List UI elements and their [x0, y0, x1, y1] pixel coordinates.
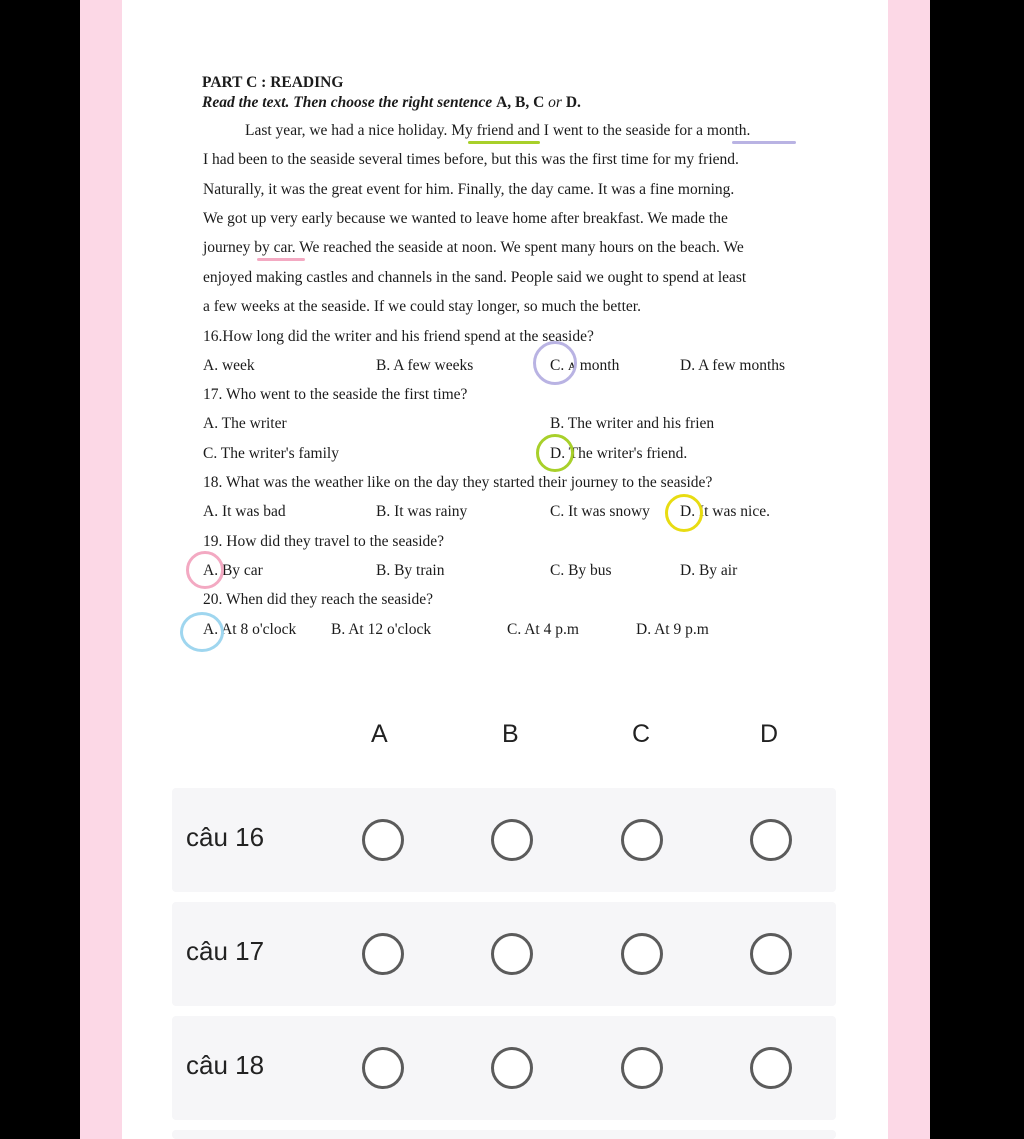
radio-17-c[interactable]	[621, 933, 663, 975]
passage-line-3: Naturally, it was the great event for him. Finally, the day came. It was a fine morning.	[203, 181, 735, 198]
column-header-b: B	[502, 720, 519, 748]
answer-row-17	[172, 902, 836, 1006]
radio-16-c[interactable]	[621, 819, 663, 861]
column-header-a: A	[371, 720, 388, 748]
passage-line-2: I had been to the seaside several times before, but this was the first time for my friend.	[203, 151, 739, 168]
option-16-b: B. A few weeks	[376, 357, 474, 374]
radio-16-d[interactable]	[750, 819, 792, 861]
option-18-d: D. It was nice.	[680, 503, 770, 520]
row-label: câu 16	[186, 822, 265, 852]
left-pink-margin	[80, 0, 122, 1139]
radio-17-d[interactable]	[750, 933, 792, 975]
passage-line-5	[203, 238, 744, 258]
radio-18-a[interactable]	[362, 1047, 404, 1089]
passage-highlight-a-month: a month.	[696, 122, 751, 139]
passage-text: . We reached the seaside at noon. We spent many hours on the beach. We	[291, 239, 744, 256]
underline-green	[468, 141, 540, 144]
right-pink-margin	[888, 0, 930, 1139]
option-16-c: C. ᴀ month	[550, 357, 620, 374]
left-black-bar	[0, 0, 80, 1139]
radio-18-c[interactable]	[621, 1047, 663, 1089]
question-17: 17. Who went to the seaside the first time?	[203, 386, 468, 403]
right-black-bar	[930, 0, 1024, 1139]
instruction-last: D.	[565, 94, 581, 111]
answer-circle-purple	[533, 341, 577, 385]
answer-circle-pink	[186, 551, 224, 589]
radio-18-b[interactable]	[491, 1047, 533, 1089]
question-19: 19. How did they travel to the seaside?	[203, 533, 445, 550]
answer-row-16	[172, 788, 836, 892]
passage-line-4: We got up very early because we wanted to leave home after breakfast. We made the	[203, 210, 728, 227]
answer-circle-blue	[180, 612, 224, 652]
passage-line-1	[245, 121, 750, 141]
option-19-c: C. By bus	[550, 562, 612, 579]
radio-16-a[interactable]	[362, 819, 404, 861]
passage-highlight-my-friend: My friend	[451, 122, 514, 139]
question-20: 20. When did they reach the seaside?	[203, 591, 433, 608]
column-header-c: C	[632, 720, 651, 748]
radio-18-d[interactable]	[750, 1047, 792, 1089]
underline-pink	[257, 258, 305, 261]
instruction	[202, 93, 581, 113]
radio-17-a[interactable]	[362, 933, 404, 975]
radio-17-b[interactable]	[491, 933, 533, 975]
option-20-b: B. At 12 o'clock	[331, 621, 432, 638]
passage-text: and I went to the seaside for	[513, 122, 697, 139]
instruction-lead: Read the text. Then choose the right sentence	[202, 94, 497, 111]
option-17-d: D. The writer's friend.	[550, 445, 688, 462]
option-18-b: B. It was rainy	[376, 503, 468, 520]
question-18: 18. What was the weather like on the day they started their journey to the seaside?	[203, 474, 713, 491]
answer-circle-yellow	[665, 494, 703, 532]
option-19-d: D. By air	[680, 562, 738, 579]
question-16: 16.How long did the writer and his friend spend at the seaside?	[203, 328, 594, 345]
passage-text: Last year, we had a nice holiday.	[245, 122, 452, 139]
option-18-c: C. It was snowy	[550, 503, 650, 520]
passage-highlight-by-car: by car	[254, 239, 292, 256]
option-19-b: B. By train	[376, 562, 445, 579]
column-header-d: D	[760, 720, 779, 748]
radio-16-b[interactable]	[491, 819, 533, 861]
option-20-d: D. At 9 p.m	[636, 621, 709, 638]
row-label: câu 17	[186, 936, 265, 966]
answer-circle-green	[536, 434, 574, 472]
option-20-c: C. At 4 p.m	[507, 621, 579, 638]
instruction-or: or	[544, 94, 566, 111]
answer-row-18	[172, 1016, 836, 1120]
option-19-a: A. By car	[203, 562, 263, 579]
option-17-b: B. The writer and his frien	[550, 415, 715, 432]
passage-line-7: a few weeks at the seaside. If we could stay longer, so much the better.	[203, 298, 641, 315]
row-label: câu 18	[186, 1050, 265, 1080]
part-title: PART C : READING	[202, 74, 344, 91]
option-17-c: C. The writer's family	[203, 445, 339, 462]
option-18-a: A. It was bad	[203, 503, 286, 520]
instruction-choices: A, B, C	[496, 94, 545, 111]
passage-text: journey	[203, 239, 255, 256]
option-17-a: A. The writer	[203, 415, 287, 432]
option-16-a: A. week	[203, 357, 255, 374]
underline-purple	[732, 141, 796, 144]
answer-row-next	[172, 1130, 836, 1139]
option-20-a: A. At 8 o'clock	[203, 621, 297, 638]
option-16-d: D. A few months	[680, 357, 786, 374]
passage-line-6: enjoyed making castles and channels in the sand. People said we ought to spend at least	[203, 269, 747, 286]
